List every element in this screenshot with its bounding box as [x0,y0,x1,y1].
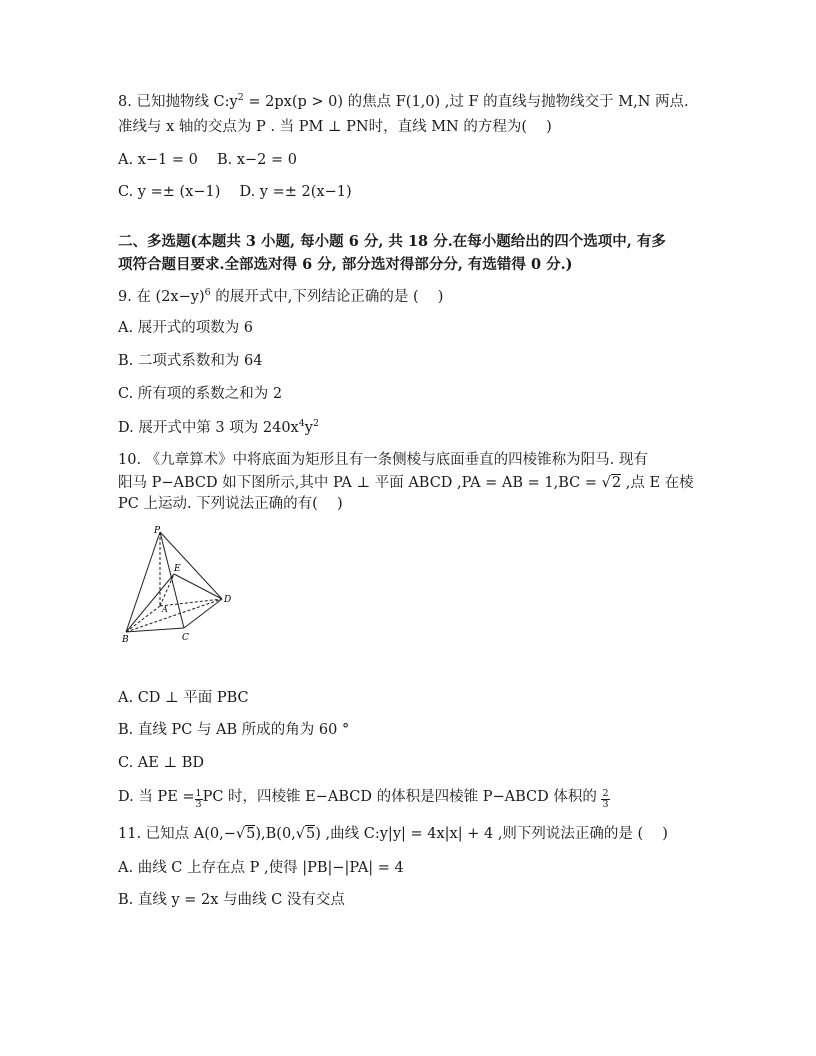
edge-cd [184,599,222,628]
q9-option-c: C. 所有项的系数之和为 2 [118,386,283,402]
q10-option-d: D. 当 PE = $\frac{1}{3}$ PC 时，四棱锥 E−ABCD 的体积是四棱锥 P−ABCD 体积的 $\frac{2}{3}$ [118,788,609,810]
label-b: B [122,635,129,644]
pyramid-figure [118,524,248,644]
label-p: P [154,526,161,536]
q11-stem: 11. 已知点 A(0,−√5),B(0,√5) ,曲线 C:y|y| = 4x|x| + 4 ,则下列说法正确的是 ( ) [118,826,668,842]
label-e: E [174,564,181,574]
edge-pb [126,532,160,632]
q10-option-a: A. CD ⊥ 平面 PBC [118,690,249,706]
q10-stem-line2: 阳马 P−ABCD 如下图所示,其中 PA ⊥ 平面 ABCD ,PA = AB = 1,BC = √2 ,点 E 在棱 [118,475,694,491]
diagonal-bd [126,599,222,632]
section2-heading-line2: 项符合题目要求.全部选对得 6 分, 部分选对得部分分, 有选错得 0 分.) [118,256,573,273]
q10-stem-line1: 10. 《九章算术》中将底面为矩形且有一条侧棱与底面垂直的四棱锥称为阳马. 现有 [118,452,648,468]
label-c: C [182,633,189,643]
q9-stem: 9. 在 $(2x-y)^6$ 的展开式中,下列结论正确的是 ( ) [118,287,444,305]
q9-option-b: B. 二项式系数和为 64 [118,353,263,369]
section2-heading-line1: 二、多选题(本题共 3 小题, 每小题 6 分, 共 18 分.在每小题给出的四个选项中, 有多 [118,233,666,250]
q8-options-ab: A. x−1 = 0 B. x−2 = 0 [118,152,297,168]
label-a: A [162,605,168,614]
q10-option-c: C. AE ⊥ BD [118,755,204,771]
fraction-two-thirds: $\frac{2}{3}$ [602,788,609,810]
q9-option-d: D. 展开式中第 3 项为 $240x^4y^2$ [118,418,320,436]
fraction-one-third: $\frac{1}{3}$ [195,788,202,810]
q11-option-a: A. 曲线 C 上存在点 P ,使得 |PB|−|PA| = 4 [118,860,404,876]
q8-stem-line2: 准线与 x 轴的交点为 P . 当 PM ⊥ PN时，直线 MN 的方程为( ) [118,119,552,135]
q8-options-cd: C. y =± (x−1) D. y =± 2(x−1) [118,184,352,200]
edge-ab [126,606,160,632]
q9-option-a: A. 展开式的项数为 6 [118,320,254,336]
q10-stem-line3: PC 上运动. 下列说法正确的有( ) [118,496,343,512]
edge-pd [160,532,222,599]
q8-stem-line1: 8. 已知抛物线 $C:y^2 = 2px(p > 0)$ 的焦点 F(1,0) ,过 F 的直线与抛物线交于 M,N 两点. [118,92,689,110]
segment-ed [174,574,222,599]
q10-option-b: B. 直线 PC 与 AB 所成的角为 60 ° [118,722,350,738]
edge-bc [126,628,184,632]
q11-option-b: B. 直线 y = 2x 与曲线 C 没有交点 [118,892,345,908]
label-d: D [224,595,232,605]
